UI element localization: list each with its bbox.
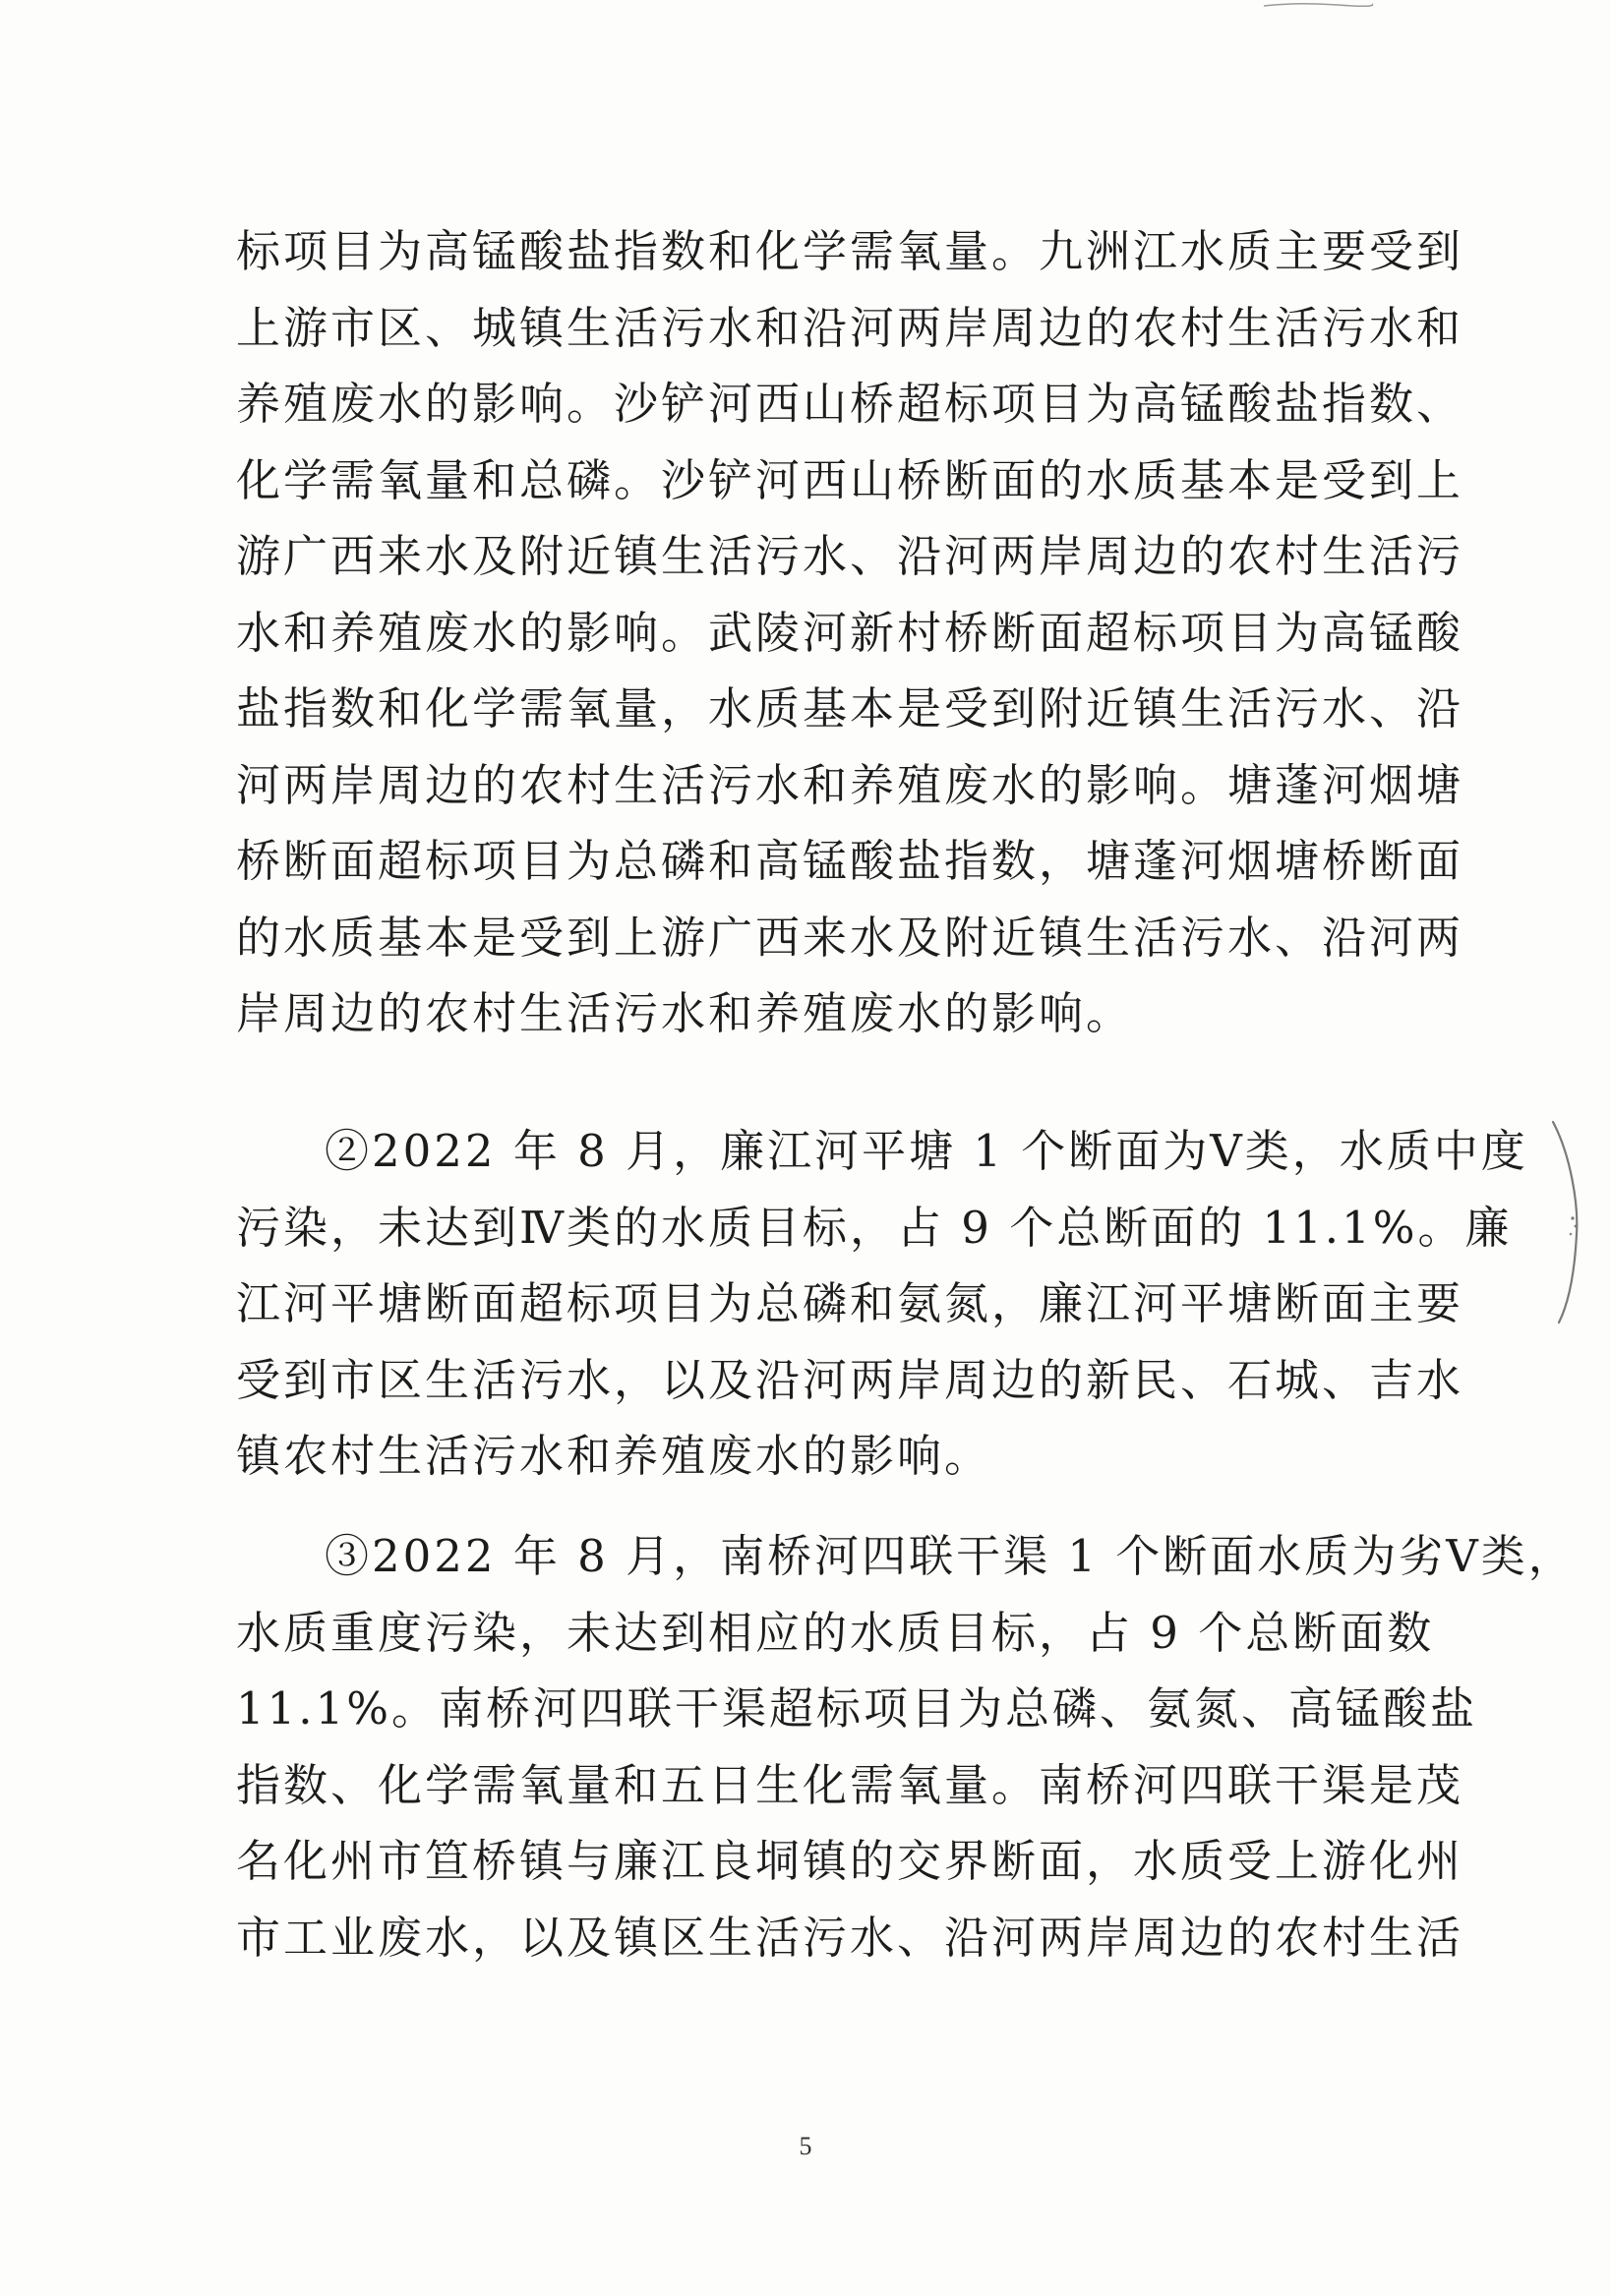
text-line: 水和养殖废水的影响。武陵河新村桥断面超标项目为高锰酸 <box>236 606 1464 659</box>
text-line: ③2022 年 8 月，南桥河四联干渠 1 个断面水质为劣Ⅴ类， <box>325 1530 1576 1582</box>
paragraph-3 <box>236 1518 1576 1975</box>
text-line: 标项目为高锰酸盐指数和化学需氧量。九洲江水质主要受到 <box>236 225 1464 277</box>
text-line: 养殖废水的影响。沙铲河西山桥超标项目为高锰酸盐指数、 <box>236 378 1464 430</box>
text-line: 受到市区生活污水，以及沿河两岸周边的新民、石城、吉水 <box>236 1353 1464 1406</box>
text-line: 上游市区、城镇生活污水和沿河两岸周边的农村生活污水和 <box>236 301 1464 354</box>
paragraph-1 <box>236 213 1464 1052</box>
text-line: ②2022 年 8 月，廉江河平塘 1 个断面为Ⅴ类，水质中度 <box>325 1125 1528 1177</box>
text-line: 水质重度污染，未达到相应的水质目标，占 9 个总断面数 <box>236 1606 1435 1659</box>
text-line: 名化州市笪桥镇与廉江良垌镇的交界断面，水质受上游化州 <box>236 1835 1464 1887</box>
text-line: 镇农村生活污水和养殖废水的影响。 <box>236 1430 992 1482</box>
text-line: 指数、化学需氧量和五日生化需氧量。南桥河四联干渠是茂 <box>236 1758 1464 1811</box>
text-line: 化学需氧量和总磷。沙铲河西山桥断面的水质基本是受到上 <box>236 453 1464 506</box>
binding-hole-mark <box>1549 1116 1588 1327</box>
text-line: 盐指数和化学需氧量，水质基本是受到附近镇生活污水、沿 <box>236 682 1464 735</box>
text-line: 江河平塘断面超标项目为总磷和氨氮，廉江河平塘断面主要 <box>236 1277 1464 1329</box>
text-line: 11.1%。南桥河四联干渠超标项目为总磷、氨氮、高锰酸盐 <box>236 1682 1477 1735</box>
paragraph-2 <box>236 1113 1528 1495</box>
text-line: 游广西来水及附近镇生活污水、沿河两岸周边的农村生活污 <box>236 530 1464 582</box>
body-text-2 <box>236 1113 1528 1495</box>
text-line: 的水质基本是受到上游广西来水及附近镇生活污水、沿河两 <box>236 911 1464 964</box>
scan-corner-mark <box>1259 0 1377 12</box>
page-number: 5 <box>799 2132 812 2160</box>
body-text-3 <box>236 1518 1576 1975</box>
text-line: 市工业废水，以及镇区生活污水、沿河两岸周边的农村生活 <box>236 1911 1464 1964</box>
text-line: 河两岸周边的农村生活污水和养殖废水的影响。塘蓬河烟塘 <box>236 758 1464 811</box>
text-line: 岸周边的农村生活污水和养殖废水的影响。 <box>236 987 1134 1039</box>
body-text <box>236 213 1464 1052</box>
text-line: 桥断面超标项目为总磷和高锰酸盐指数，塘蓬河烟塘桥断面 <box>236 835 1464 887</box>
text-line: 污染，未达到Ⅳ类的水质目标，占 9 个总断面的 11.1%。廉 <box>236 1201 1513 1254</box>
